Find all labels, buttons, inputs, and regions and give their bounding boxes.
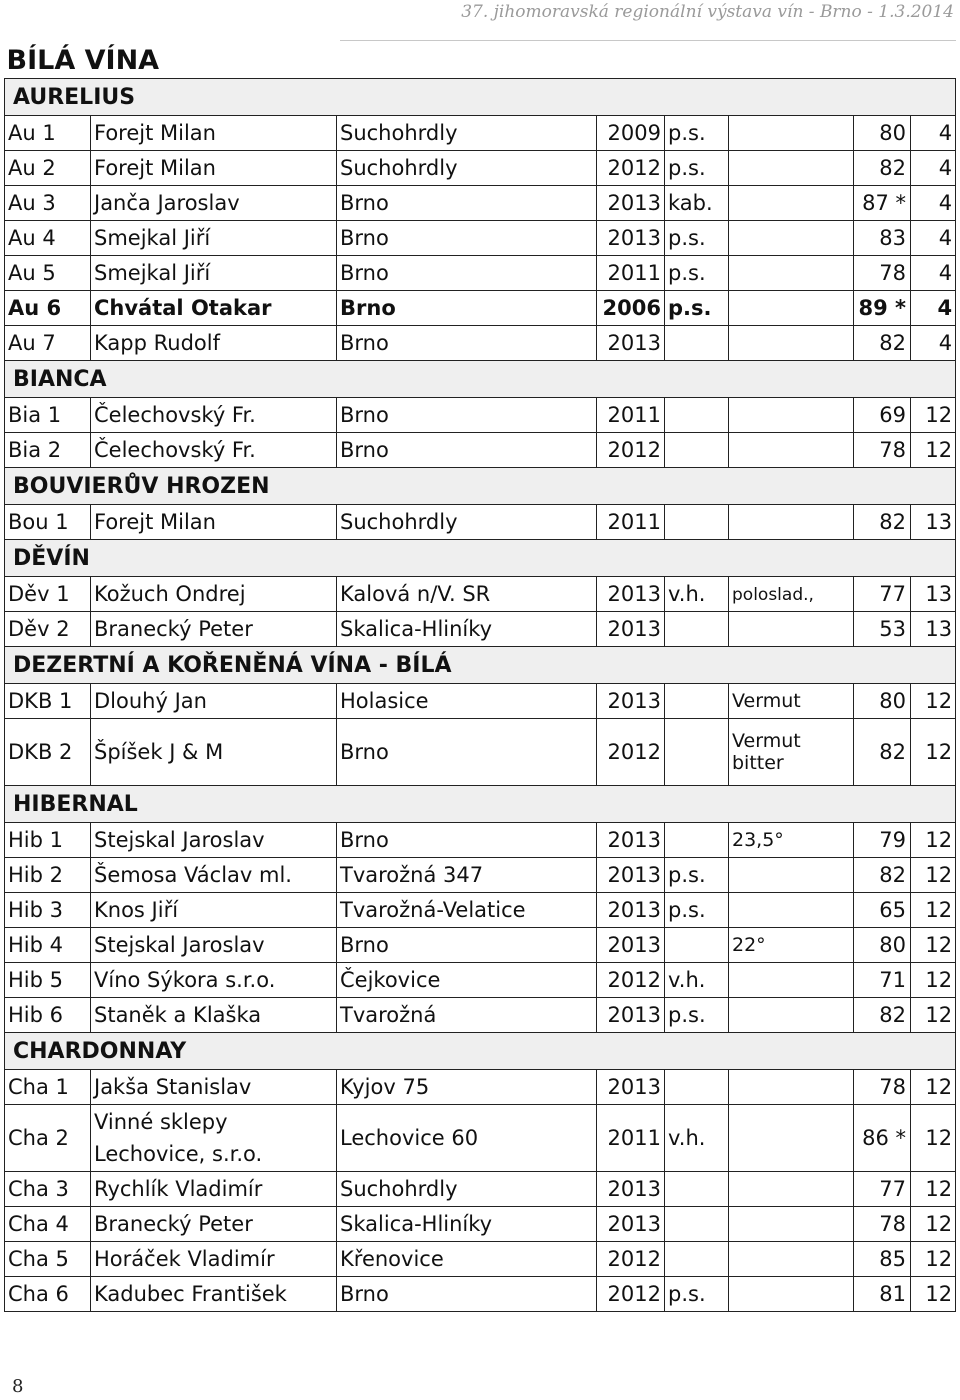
- vintage-year-cell: 2011: [597, 256, 665, 291]
- attribute-cell: v.h.: [665, 577, 729, 612]
- attribute-cell: [665, 505, 729, 540]
- place-cell: Suchohrdly: [337, 116, 597, 151]
- wine-id-cell: Bou 1: [5, 505, 91, 540]
- score-cell: 79: [854, 823, 911, 858]
- wine-id-cell: Děv 1: [5, 577, 91, 612]
- category-number-cell: 12: [911, 963, 956, 998]
- note-cell: [729, 221, 854, 256]
- attribute-cell: [665, 398, 729, 433]
- producer-cell: Staněk a Klaška: [91, 998, 337, 1033]
- place-cell: Brno: [337, 823, 597, 858]
- category-number-cell: 4: [911, 151, 956, 186]
- attribute-cell: [665, 1207, 729, 1242]
- score-cell: 81: [854, 1277, 911, 1312]
- vintage-year-cell: 2012: [597, 1242, 665, 1277]
- wine-id-cell: Hib 1: [5, 823, 91, 858]
- attribute-cell: p.s.: [665, 151, 729, 186]
- attribute-cell: [665, 928, 729, 963]
- table-row: [5, 577, 956, 612]
- score-cell: 78: [854, 1070, 911, 1105]
- note-cell: [729, 963, 854, 998]
- vintage-year-cell: 2011: [597, 1105, 665, 1172]
- category-number-cell: 12: [911, 433, 956, 468]
- producer-cell: Jakša Stanislav: [91, 1070, 337, 1105]
- attribute-cell: p.s.: [665, 893, 729, 928]
- table-row: [5, 151, 956, 186]
- category-number-cell: 12: [911, 398, 956, 433]
- note-cell: [729, 433, 854, 468]
- score-cell: 65: [854, 893, 911, 928]
- score-cell: 82: [854, 505, 911, 540]
- vintage-year-cell: 2013: [597, 577, 665, 612]
- section-header: [5, 361, 956, 398]
- attribute-cell: v.h.: [665, 963, 729, 998]
- document-header: 37. jihomoravská regionální výstava vín - Brno - 1.3.2014: [461, 2, 954, 22]
- score-cell: 82: [854, 858, 911, 893]
- score-cell: 82: [854, 151, 911, 186]
- producer-cell: Branecký Peter: [91, 612, 337, 647]
- category-number-cell: 12: [911, 1242, 956, 1277]
- attribute-cell: p.s.: [665, 858, 729, 893]
- note-text: poloslad.,: [732, 585, 814, 605]
- note-cell: [729, 505, 854, 540]
- producer-cell: Stejskal Jaroslav: [91, 928, 337, 963]
- producer-cell: Kožuch Ondrej: [91, 577, 337, 612]
- attribute-cell: [665, 1070, 729, 1105]
- note-cell: 23,5°: [729, 823, 854, 858]
- place-cell: Suchohrdly: [337, 151, 597, 186]
- score-cell: 78: [854, 256, 911, 291]
- vintage-year-cell: 2012: [597, 151, 665, 186]
- category-number-cell: 13: [911, 612, 956, 647]
- producer-cell: Čelechovský Fr.: [91, 433, 337, 468]
- score-cell: 77: [854, 577, 911, 612]
- place-cell: Tvarožná 347: [337, 858, 597, 893]
- wine-id-cell: Au 3: [5, 186, 91, 221]
- wine-id-cell: Au 2: [5, 151, 91, 186]
- place-cell: Brno: [337, 1277, 597, 1312]
- producer-cell: Vinné sklepy Lechovice, s.r.o.: [91, 1105, 337, 1172]
- note-cell: Vermut: [729, 684, 854, 719]
- wine-id-cell: Cha 4: [5, 1207, 91, 1242]
- producer-cell: Kapp Rudolf: [91, 326, 337, 361]
- vintage-year-cell: 2012: [597, 719, 665, 786]
- note-cell: [729, 1207, 854, 1242]
- table-row: [5, 505, 956, 540]
- vintage-year-cell: 2011: [597, 398, 665, 433]
- section-header: [5, 786, 956, 823]
- category-number-cell: 12: [911, 893, 956, 928]
- score-cell: 78: [854, 433, 911, 468]
- section-header: [5, 647, 956, 684]
- note-cell: [729, 858, 854, 893]
- vintage-year-cell: 2013: [597, 893, 665, 928]
- vintage-year-cell: 2012: [597, 1277, 665, 1312]
- place-cell: Kyjov 75: [337, 1070, 597, 1105]
- wine-id-cell: Au 5: [5, 256, 91, 291]
- producer-cell: Horáček Vladimír: [91, 1242, 337, 1277]
- score-cell: 82: [854, 719, 911, 786]
- category-number-cell: 4: [911, 326, 956, 361]
- section-header: [5, 540, 956, 577]
- category-number-cell: 12: [911, 1105, 956, 1172]
- score-cell: 86 *: [854, 1105, 911, 1172]
- section-name: CHARDONNAY: [5, 1033, 956, 1070]
- vintage-year-cell: 2013: [597, 684, 665, 719]
- producer-cell: Víno Sýkora s.r.o.: [91, 963, 337, 998]
- category-number-cell: 13: [911, 505, 956, 540]
- place-cell: Skalica-Hliníky: [337, 612, 597, 647]
- table-row: [5, 612, 956, 647]
- producer-cell: Forejt Milan: [91, 116, 337, 151]
- note-cell: [729, 398, 854, 433]
- vintage-year-cell: 2013: [597, 998, 665, 1033]
- producer-cell: Smejkal Jiří: [91, 256, 337, 291]
- score-cell: 77: [854, 1172, 911, 1207]
- table-row: [5, 858, 956, 893]
- note-cell: [729, 116, 854, 151]
- score-cell: 53: [854, 612, 911, 647]
- vintage-year-cell: 2013: [597, 1172, 665, 1207]
- score-cell: 80: [854, 928, 911, 963]
- header-rule: [340, 40, 956, 41]
- category-number-cell: 12: [911, 1277, 956, 1312]
- main-title: BÍLÁ VÍNA: [6, 44, 160, 76]
- producer-cell: Dlouhý Jan: [91, 684, 337, 719]
- score-cell: 80: [854, 684, 911, 719]
- table-row: [5, 1242, 956, 1277]
- attribute-cell: p.s.: [665, 116, 729, 151]
- place-cell: Čejkovice: [337, 963, 597, 998]
- place-cell: Brno: [337, 291, 597, 326]
- table-row: [5, 291, 956, 326]
- vintage-year-cell: 2013: [597, 823, 665, 858]
- wine-results-sheet: [4, 42, 955, 1312]
- score-cell: 87 *: [854, 186, 911, 221]
- producer-cell: Knos Jiří: [91, 893, 337, 928]
- section-name: DEZERTNÍ A KOŘENĚNÁ VÍNA - BÍLÁ: [5, 647, 956, 684]
- attribute-cell: [665, 326, 729, 361]
- note-cell: Vermut bitter: [729, 719, 854, 786]
- table-row: [5, 823, 956, 858]
- wine-id-cell: Hib 5: [5, 963, 91, 998]
- attribute-cell: [665, 1172, 729, 1207]
- note-cell: [729, 186, 854, 221]
- attribute-cell: [665, 612, 729, 647]
- category-number-cell: 4: [911, 256, 956, 291]
- wine-id-cell: Bia 1: [5, 398, 91, 433]
- attribute-cell: v.h.: [665, 1105, 729, 1172]
- place-cell: Lechovice 60: [337, 1105, 597, 1172]
- wine-id-cell: Bia 2: [5, 433, 91, 468]
- table-row: [5, 719, 956, 786]
- attribute-cell: p.s.: [665, 221, 729, 256]
- vintage-year-cell: 2011: [597, 505, 665, 540]
- note-cell: [729, 1172, 854, 1207]
- producer-cell: Kadubec František: [91, 1277, 337, 1312]
- category-number-cell: 12: [911, 1207, 956, 1242]
- category-number-cell: 4: [911, 186, 956, 221]
- note-cell: [729, 577, 854, 612]
- section-name: BOUVIERŮV HROZEN: [5, 468, 956, 505]
- category-number-cell: 12: [911, 823, 956, 858]
- wine-id-cell: Au 4: [5, 221, 91, 256]
- score-cell: 89 *: [854, 291, 911, 326]
- vintage-year-cell: 2013: [597, 858, 665, 893]
- place-cell: Brno: [337, 186, 597, 221]
- section-header: [5, 1033, 956, 1070]
- category-number-cell: 12: [911, 928, 956, 963]
- category-number-cell: 12: [911, 684, 956, 719]
- attribute-cell: [665, 823, 729, 858]
- note-cell: [729, 612, 854, 647]
- table-row: [5, 1277, 956, 1312]
- vintage-year-cell: 2013: [597, 1207, 665, 1242]
- attribute-cell: [665, 684, 729, 719]
- place-cell: Křenovice: [337, 1242, 597, 1277]
- section-name: HIBERNAL: [5, 786, 956, 823]
- table-row: [5, 893, 956, 928]
- section-header: [5, 468, 956, 505]
- wine-id-cell: DKB 1: [5, 684, 91, 719]
- category-number-cell: 4: [911, 221, 956, 256]
- category-number-cell: 12: [911, 1172, 956, 1207]
- wine-id-cell: Au 1: [5, 116, 91, 151]
- table-row: [5, 326, 956, 361]
- category-number-cell: 13: [911, 577, 956, 612]
- vintage-year-cell: 2012: [597, 963, 665, 998]
- producer-cell: Rychlík Vladimír: [91, 1172, 337, 1207]
- attribute-cell: [665, 1242, 729, 1277]
- wine-id-cell: Au 6: [5, 291, 91, 326]
- wine-id-cell: DKB 2: [5, 719, 91, 786]
- table-row: [5, 221, 956, 256]
- vintage-year-cell: 2013: [597, 186, 665, 221]
- place-cell: Brno: [337, 719, 597, 786]
- wine-id-cell: Au 7: [5, 326, 91, 361]
- producer-cell: Šemosa Václav ml.: [91, 858, 337, 893]
- place-cell: Suchohrdly: [337, 1172, 597, 1207]
- attribute-cell: p.s.: [665, 291, 729, 326]
- place-cell: Holasice: [337, 684, 597, 719]
- place-cell: Suchohrdly: [337, 505, 597, 540]
- wine-id-cell: Děv 2: [5, 612, 91, 647]
- wine-id-cell: Hib 2: [5, 858, 91, 893]
- score-cell: 82: [854, 998, 911, 1033]
- category-number-cell: 12: [911, 1070, 956, 1105]
- note-cell: [729, 291, 854, 326]
- note-cell: [729, 1242, 854, 1277]
- table-row: [5, 963, 956, 998]
- vintage-year-cell: 2006: [597, 291, 665, 326]
- vintage-year-cell: 2013: [597, 612, 665, 647]
- place-cell: Tvarožná-Velatice: [337, 893, 597, 928]
- producer-cell: Chvátal Otakar: [91, 291, 337, 326]
- place-cell: Kalová n/V. SR: [337, 577, 597, 612]
- note-cell: [729, 151, 854, 186]
- main-title-row: [5, 42, 956, 79]
- category-number-cell: 12: [911, 998, 956, 1033]
- score-cell: 78: [854, 1207, 911, 1242]
- table-row: [5, 1207, 956, 1242]
- section-header: [5, 79, 956, 116]
- place-cell: Brno: [337, 221, 597, 256]
- section-name: DĚVÍN: [5, 540, 956, 577]
- vintage-year-cell: 2012: [597, 433, 665, 468]
- producer-cell: Stejskal Jaroslav: [91, 823, 337, 858]
- score-cell: 71: [854, 963, 911, 998]
- page-number: 8: [12, 1376, 24, 1397]
- attribute-cell: [665, 719, 729, 786]
- place-cell: Brno: [337, 398, 597, 433]
- place-cell: Brno: [337, 256, 597, 291]
- producer-cell: Špíšek J & M: [91, 719, 337, 786]
- table-row: [5, 684, 956, 719]
- note-cell: [729, 998, 854, 1033]
- table-row: [5, 1070, 956, 1105]
- place-cell: Skalica-Hliníky: [337, 1207, 597, 1242]
- place-cell: Brno: [337, 433, 597, 468]
- vintage-year-cell: 2013: [597, 928, 665, 963]
- wine-id-cell: Cha 6: [5, 1277, 91, 1312]
- place-cell: Brno: [337, 928, 597, 963]
- producer-cell: Branecký Peter: [91, 1207, 337, 1242]
- score-cell: 82: [854, 326, 911, 361]
- score-cell: 69: [854, 398, 911, 433]
- vintage-year-cell: 2009: [597, 116, 665, 151]
- producer-cell: Smejkal Jiří: [91, 221, 337, 256]
- table-row: [5, 928, 956, 963]
- note-cell: [729, 256, 854, 291]
- note-cell: 22°: [729, 928, 854, 963]
- section-name: BIANCA: [5, 361, 956, 398]
- attribute-cell: p.s.: [665, 998, 729, 1033]
- vintage-year-cell: 2013: [597, 221, 665, 256]
- table-row: [5, 186, 956, 221]
- vintage-year-cell: 2013: [597, 326, 665, 361]
- category-number-cell: 12: [911, 719, 956, 786]
- attribute-cell: [665, 433, 729, 468]
- table-row: [5, 433, 956, 468]
- note-cell: [729, 1105, 854, 1172]
- score-cell: 80: [854, 116, 911, 151]
- wine-id-cell: Cha 2: [5, 1105, 91, 1172]
- producer-cell: Forejt Milan: [91, 151, 337, 186]
- note-cell: [729, 326, 854, 361]
- note-cell: [729, 893, 854, 928]
- attribute-cell: p.s.: [665, 256, 729, 291]
- note-cell: [729, 1277, 854, 1312]
- wine-id-cell: Cha 3: [5, 1172, 91, 1207]
- score-cell: 85: [854, 1242, 911, 1277]
- attribute-cell: kab.: [665, 186, 729, 221]
- table-row: [5, 1172, 956, 1207]
- category-number-cell: 12: [911, 858, 956, 893]
- place-cell: Tvarožná: [337, 998, 597, 1033]
- wine-id-cell: Hib 6: [5, 998, 91, 1033]
- place-cell: Brno: [337, 326, 597, 361]
- wine-results-table: [4, 42, 956, 1312]
- wine-id-cell: Cha 5: [5, 1242, 91, 1277]
- wine-id-cell: Hib 3: [5, 893, 91, 928]
- table-row: [5, 116, 956, 151]
- wine-id-cell: Cha 1: [5, 1070, 91, 1105]
- category-number-cell: 4: [911, 291, 956, 326]
- attribute-cell: p.s.: [665, 1277, 729, 1312]
- note-cell: [729, 1070, 854, 1105]
- table-row: [5, 1105, 956, 1172]
- table-row: [5, 256, 956, 291]
- wine-id-cell: Hib 4: [5, 928, 91, 963]
- table-row: [5, 398, 956, 433]
- vintage-year-cell: 2013: [597, 1070, 665, 1105]
- producer-cell: Čelechovský Fr.: [91, 398, 337, 433]
- section-name: AURELIUS: [5, 79, 956, 116]
- producer-cell: Janča Jaroslav: [91, 186, 337, 221]
- category-number-cell: 4: [911, 116, 956, 151]
- score-cell: 83: [854, 221, 911, 256]
- table-row: [5, 998, 956, 1033]
- producer-cell: Forejt Milan: [91, 505, 337, 540]
